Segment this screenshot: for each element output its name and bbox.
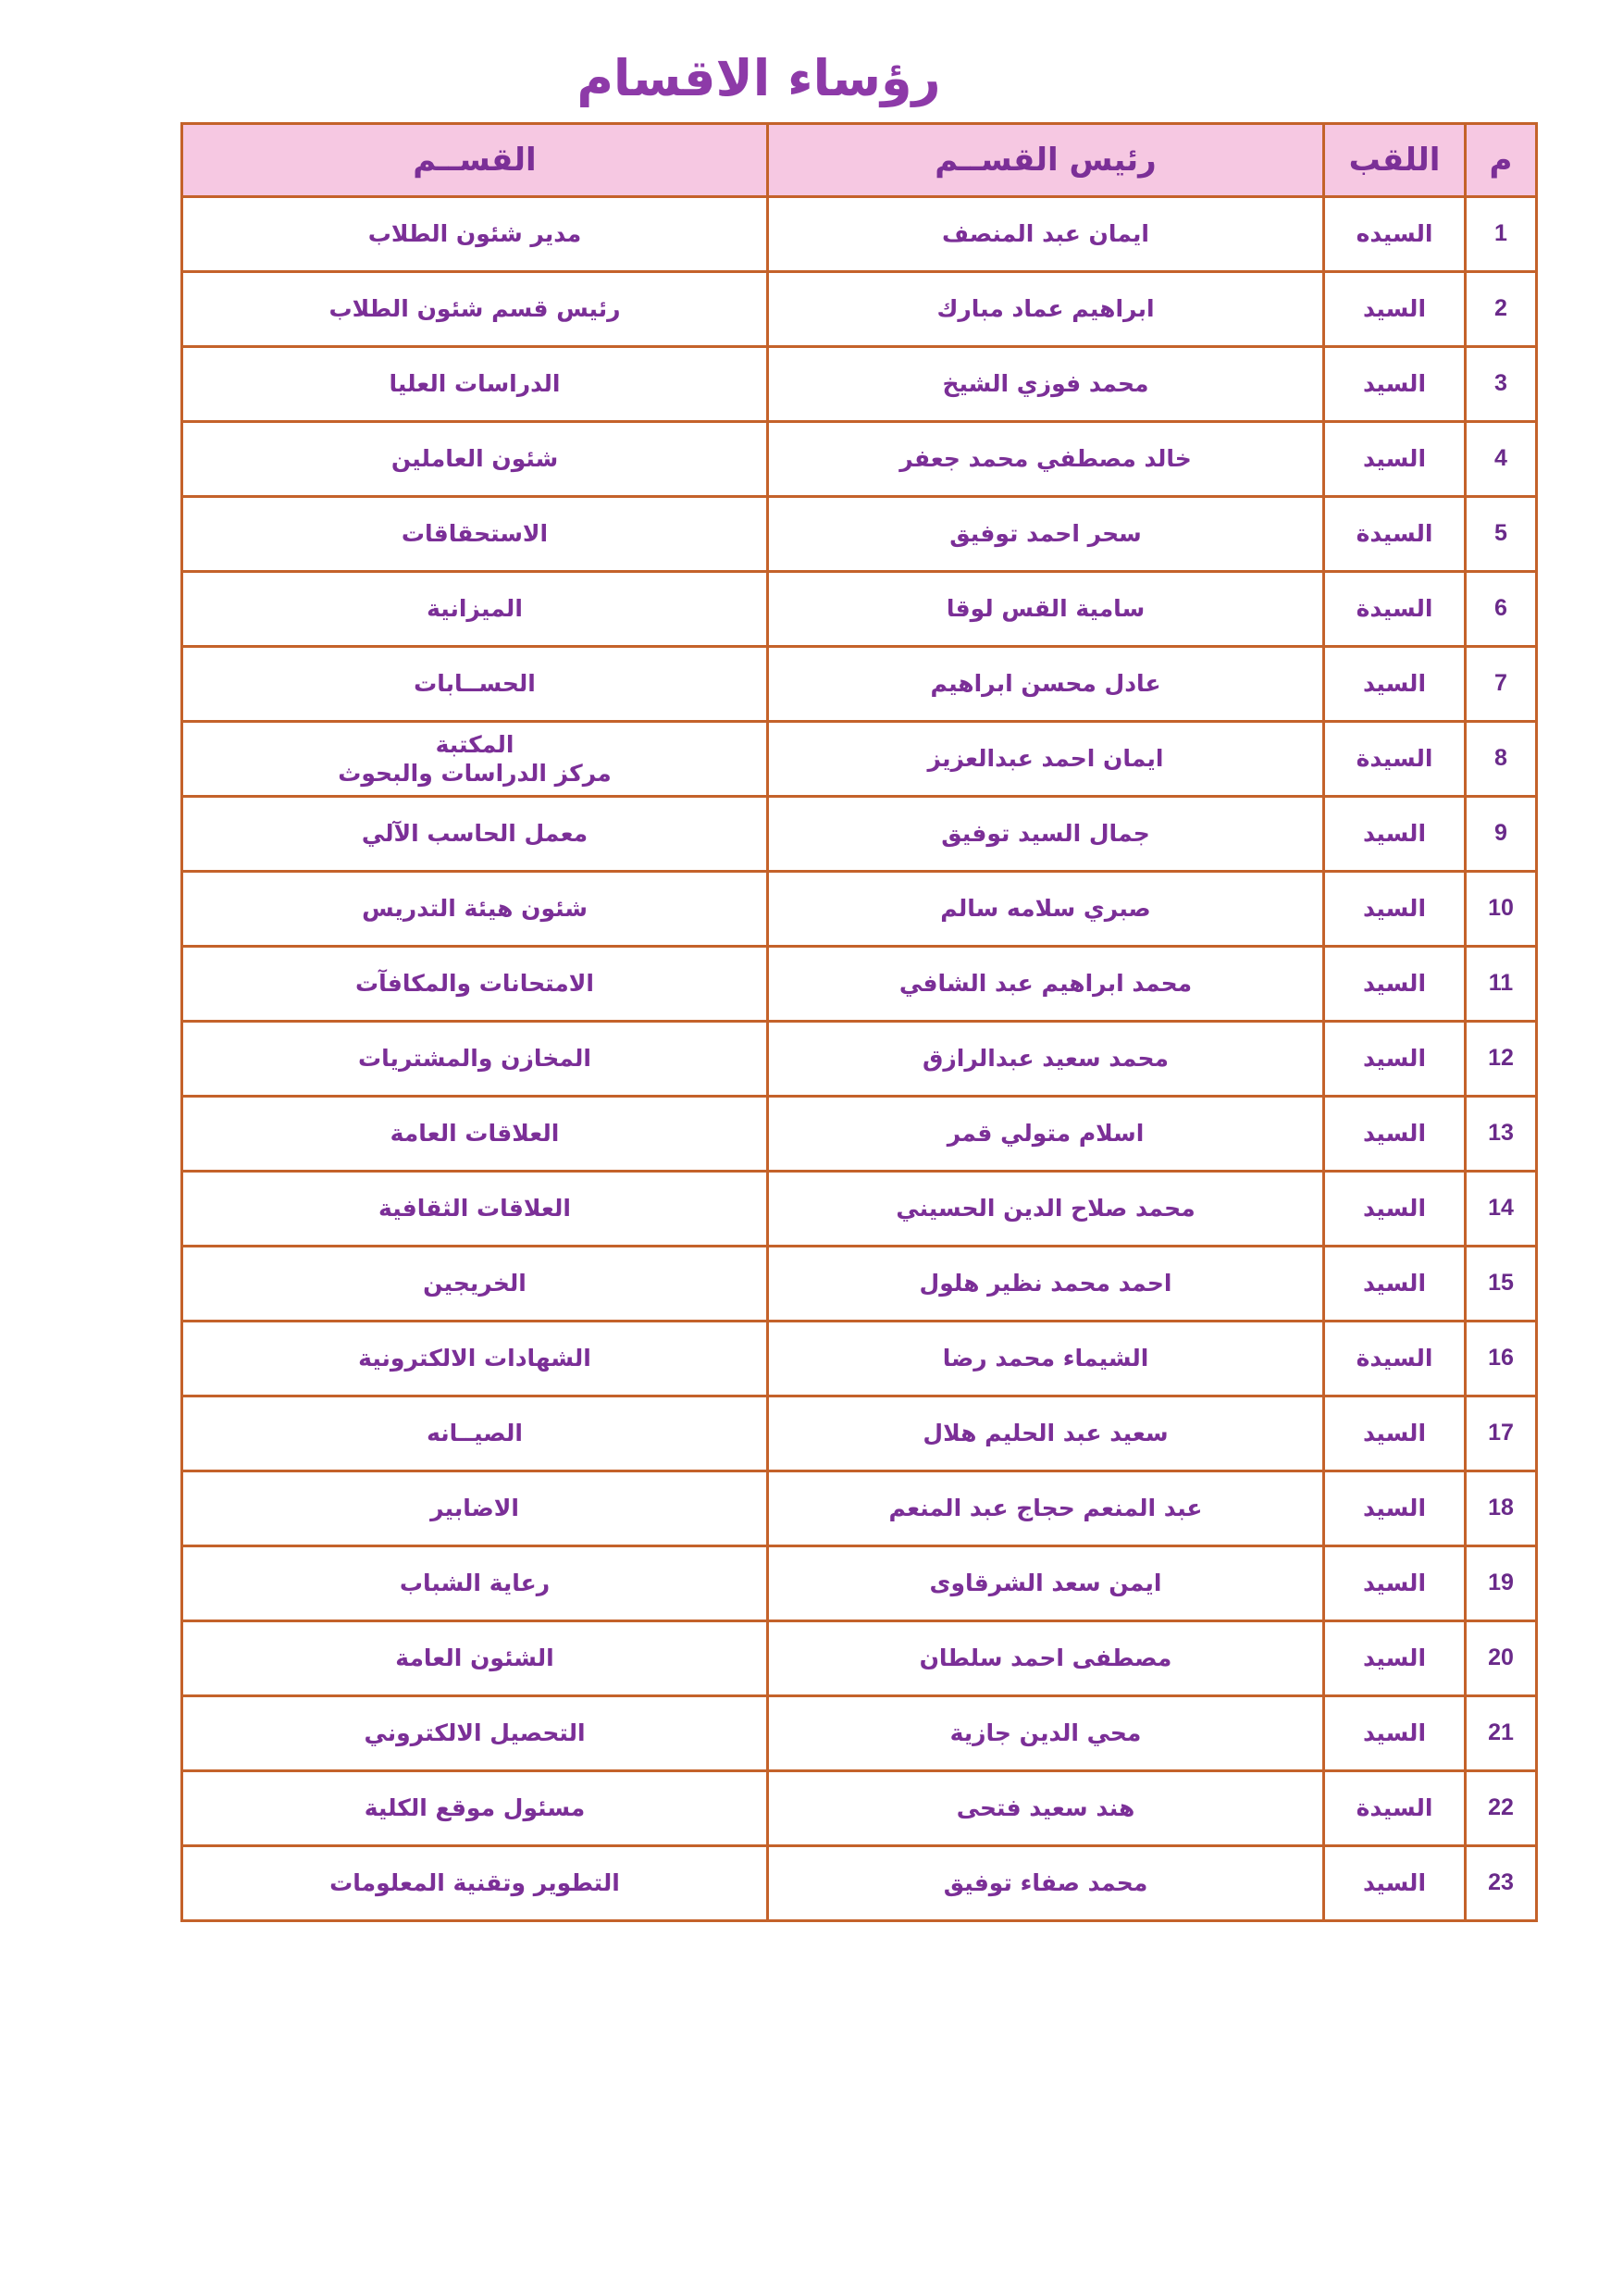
row-department-head: محمد ابراهيم عبد الشافي xyxy=(768,947,1324,1022)
department-label: الحســابات xyxy=(414,670,536,698)
row-number: 7 xyxy=(1466,647,1537,722)
row-department xyxy=(182,1172,768,1247)
table-row xyxy=(182,1322,1537,1396)
department-label: رئيس قسم شئون الطلاب xyxy=(328,295,621,323)
table-row xyxy=(182,272,1537,347)
row-number: 11 xyxy=(1466,947,1537,1022)
department-label: مسئول موقع الكلية xyxy=(364,1794,586,1822)
department-label: الاضابير xyxy=(430,1495,519,1522)
row-department-head: اسلام متولي قمر xyxy=(768,1097,1324,1172)
department-label: الامتحانات والمكافآت xyxy=(355,970,594,998)
department-label: شئون العاملين xyxy=(390,445,559,473)
row-title: السيد xyxy=(1324,797,1466,872)
row-title: السيد xyxy=(1324,1621,1466,1696)
row-department xyxy=(182,197,768,272)
row-title: السيد xyxy=(1324,647,1466,722)
row-department-head: سحر احمد توفيق xyxy=(768,497,1324,572)
table-header-row xyxy=(182,124,1537,197)
row-department xyxy=(182,497,768,572)
table-row xyxy=(182,1846,1537,1921)
row-number: 12 xyxy=(1466,1022,1537,1097)
table-row xyxy=(182,347,1537,422)
row-department xyxy=(182,272,768,347)
row-number: 19 xyxy=(1466,1546,1537,1621)
row-number: 21 xyxy=(1466,1696,1537,1771)
table-row xyxy=(182,722,1537,797)
table-row xyxy=(182,422,1537,497)
row-department-head: سامية القس لوقا xyxy=(768,572,1324,647)
row-number: 20 xyxy=(1466,1621,1537,1696)
header-title: اللقب xyxy=(1324,124,1466,197)
row-department-head: الشيماء محمد رضا xyxy=(768,1322,1324,1396)
row-department xyxy=(182,1471,768,1546)
row-number: 2 xyxy=(1466,272,1537,347)
page-title: رؤساء الاقسام xyxy=(576,49,941,107)
department-label: الشئون العامة xyxy=(395,1644,554,1672)
row-department xyxy=(182,1022,768,1097)
row-title: السيد xyxy=(1324,1396,1466,1471)
row-department-head: ايمان احمد عبدالعزيز xyxy=(768,722,1324,797)
table-row xyxy=(182,797,1537,872)
table-row xyxy=(182,197,1537,272)
row-title: السيد xyxy=(1324,947,1466,1022)
department-label: المخازن والمشتريات xyxy=(358,1045,591,1073)
table-row xyxy=(182,647,1537,722)
row-department-head: ايمن سعد الشرقاوى xyxy=(768,1546,1324,1621)
table-row xyxy=(182,1546,1537,1621)
row-title: السيدة xyxy=(1324,497,1466,572)
row-title: السيدة xyxy=(1324,722,1466,797)
row-department-head: محي الدين جازية xyxy=(768,1696,1324,1771)
row-number: 23 xyxy=(1466,1846,1537,1921)
row-department xyxy=(182,1771,768,1846)
department-label: التطوير وتقنية المعلومات xyxy=(329,1869,620,1897)
table-row xyxy=(182,1097,1537,1172)
row-number: 10 xyxy=(1466,872,1537,947)
department-label: العلاقات العامة xyxy=(390,1120,560,1148)
row-department xyxy=(182,872,768,947)
row-department-head: عبد المنعم حجاج عبد المنعم xyxy=(768,1471,1324,1546)
row-number: 1 xyxy=(1466,197,1537,272)
department-label: الاستحقاقات xyxy=(401,520,549,548)
row-department-head: احمد محمد نظير هلول xyxy=(768,1247,1324,1322)
row-number: 13 xyxy=(1466,1097,1537,1172)
row-department xyxy=(182,647,768,722)
row-department xyxy=(182,1696,768,1771)
row-department-head: محمد صلاح الدين الحسيني xyxy=(768,1172,1324,1247)
department-label: مدير شئون الطلاب xyxy=(367,220,582,248)
row-department-head: محمد فوزي الشيخ xyxy=(768,347,1324,422)
row-title: السيد xyxy=(1324,422,1466,497)
row-department xyxy=(182,947,768,1022)
row-department xyxy=(182,347,768,422)
row-department-head: عادل محسن ابراهيم xyxy=(768,647,1324,722)
row-department-head: مصطفى احمد سلطان xyxy=(768,1621,1324,1696)
row-department-head: محمد صفاء توفيق xyxy=(768,1846,1324,1921)
table-row xyxy=(182,497,1537,572)
row-title: السيد xyxy=(1324,1546,1466,1621)
row-department-head: سعيد عبد الحليم هلال xyxy=(768,1396,1324,1471)
table-row xyxy=(182,1471,1537,1546)
row-title: السيد xyxy=(1324,1022,1466,1097)
row-number: 14 xyxy=(1466,1172,1537,1247)
row-number: 6 xyxy=(1466,572,1537,647)
header-department-head: رئيس القســم xyxy=(768,124,1324,197)
table-row xyxy=(182,1022,1537,1097)
row-title: السيد xyxy=(1324,872,1466,947)
row-department-head: ابراهيم عماد مبارك xyxy=(768,272,1324,347)
row-title: السيد xyxy=(1324,1471,1466,1546)
row-number: 15 xyxy=(1466,1247,1537,1322)
row-department-head: محمد سعيد عبدالرازق xyxy=(768,1022,1324,1097)
department-heads-table xyxy=(180,122,1538,1922)
department-label: الصيــانه xyxy=(427,1420,523,1447)
header-department: القســم xyxy=(182,124,768,197)
row-department xyxy=(182,1322,768,1396)
table-row xyxy=(182,1696,1537,1771)
table-body xyxy=(182,197,1537,1921)
row-title: السيد xyxy=(1324,1172,1466,1247)
row-title: السيد xyxy=(1324,1097,1466,1172)
row-title: السيد xyxy=(1324,272,1466,347)
table-row xyxy=(182,572,1537,647)
department-label: التحصيل الالكتروني xyxy=(364,1719,586,1747)
row-department xyxy=(182,1396,768,1471)
header-number: م xyxy=(1466,124,1537,197)
row-department-head: جمال السيد توفيق xyxy=(768,797,1324,872)
row-title: السيدة xyxy=(1324,1771,1466,1846)
row-department xyxy=(182,572,768,647)
row-title: السيده xyxy=(1324,197,1466,272)
row-number: 17 xyxy=(1466,1396,1537,1471)
row-department xyxy=(182,1247,768,1322)
row-department xyxy=(182,1097,768,1172)
row-department xyxy=(182,422,768,497)
department-label: الميزانية xyxy=(427,595,523,623)
department-label: شئون هيئة التدريس xyxy=(362,895,588,923)
table-row xyxy=(182,1247,1537,1322)
row-department-head: ايمان عبد المنصف xyxy=(768,197,1324,272)
department-label: الدراسات العليا xyxy=(389,370,561,398)
row-title: السيد xyxy=(1324,1696,1466,1771)
department-label: معمل الحاسب الآلي xyxy=(361,820,588,848)
department-label: الخريجين xyxy=(423,1270,527,1297)
row-number: 16 xyxy=(1466,1322,1537,1396)
row-department-head: خالد مصطفي محمد جعفر xyxy=(768,422,1324,497)
table-row xyxy=(182,1172,1537,1247)
table-row xyxy=(182,1396,1537,1471)
department-label: رعاية الشباب xyxy=(399,1570,551,1597)
row-title: السيدة xyxy=(1324,1322,1466,1396)
row-number: 9 xyxy=(1466,797,1537,872)
department-label: المكتبة xyxy=(435,730,514,758)
table-row xyxy=(182,872,1537,947)
row-department-head: هند سعيد فتحى xyxy=(768,1771,1324,1846)
row-department xyxy=(182,722,768,797)
row-title: السيدة xyxy=(1324,572,1466,647)
row-number: 8 xyxy=(1466,722,1537,797)
row-number: 22 xyxy=(1466,1771,1537,1846)
row-title: السيد xyxy=(1324,347,1466,422)
row-title: السيد xyxy=(1324,1846,1466,1921)
row-department-head: صبري سلامه سالم xyxy=(768,872,1324,947)
row-number: 4 xyxy=(1466,422,1537,497)
table-row xyxy=(182,1621,1537,1696)
row-number: 5 xyxy=(1466,497,1537,572)
row-department xyxy=(182,1546,768,1621)
department-label: الشهادات الالكترونية xyxy=(358,1345,591,1372)
table-row xyxy=(182,1771,1537,1846)
row-number: 18 xyxy=(1466,1471,1537,1546)
table-row xyxy=(182,947,1537,1022)
row-title: السيد xyxy=(1324,1247,1466,1322)
row-department xyxy=(182,1621,768,1696)
row-department xyxy=(182,1846,768,1921)
row-department xyxy=(182,797,768,872)
department-label-secondary: مركز الدراسات والبحوث xyxy=(338,760,612,787)
department-label: العلاقات الثقافية xyxy=(378,1195,571,1222)
row-number: 3 xyxy=(1466,347,1537,422)
